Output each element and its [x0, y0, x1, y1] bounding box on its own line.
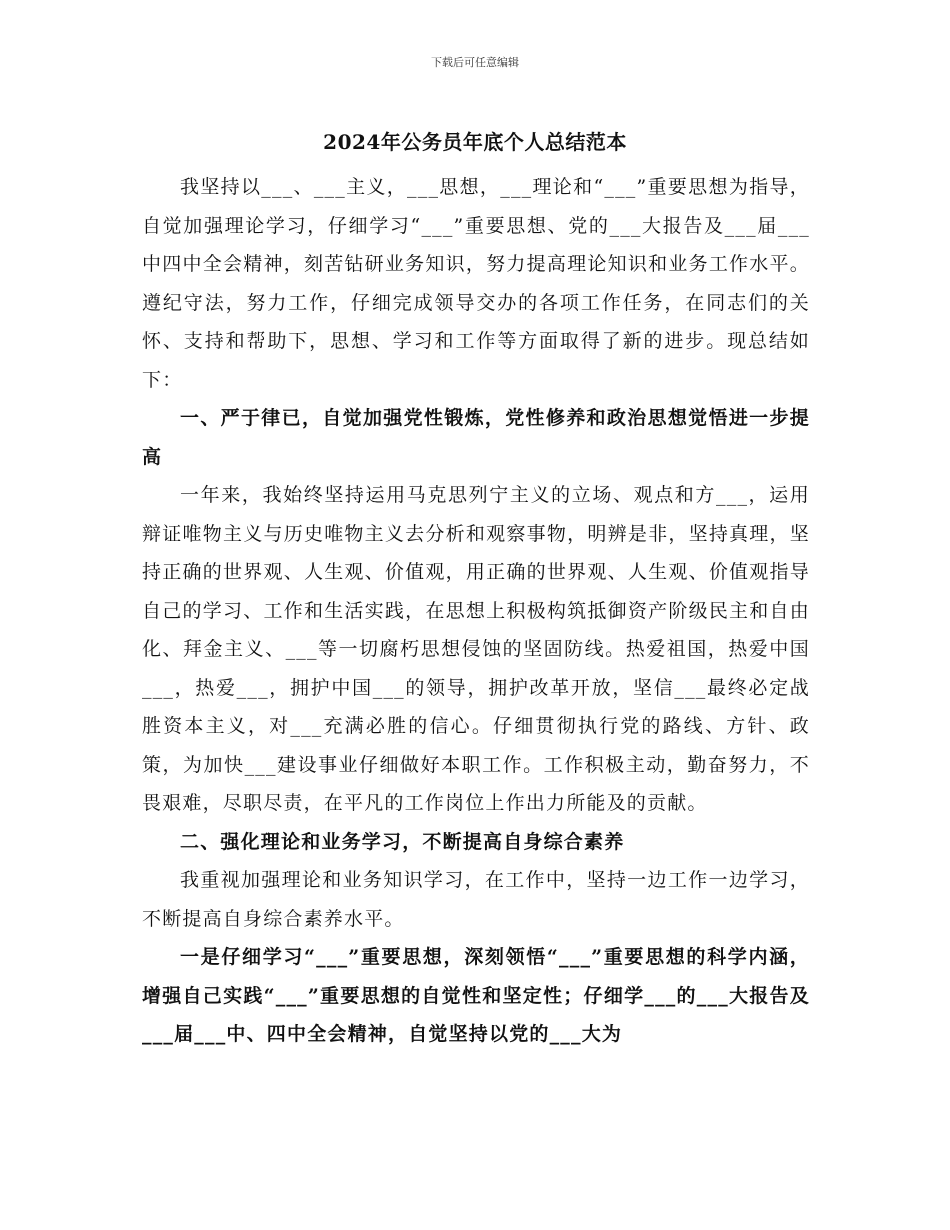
- header-note: 下载后可任意编辑: [431, 56, 519, 69]
- section-1-paragraph: 一年来，我始终坚持运用马克思列宁主义的立场、观点和方___，运用辩证唯物主义与历史唯物主义去分析和观察事物，明辨是非，坚持真理，坚持正确的世界观、人生观、价值观，用正确的世界观、人生观、价值观指导自己的学习、工作和生活实践，在思想上积极构筑抵御资产阶级民主和自由化、拜金主义、___等一切腐朽思想侵蚀的坚固防线。热爱祖国，热爱中国___，热爱___，拥护中国___的领导，拥护改革开放，坚信___最终必定战胜资本主义，对___充满必胜的信心。仔细贯彻执行党的路线、方针、政策，为加快___建设事业仔细做好本职工作。工作积极主动，勤奋努力，不畏艰难，尽职尽责，在平凡的工作岗位上作出力所能及的贡献。: [142, 484, 810, 814]
- section-heading-1: 一、严于律已，自觉加强党性锻炼，党性修养和政治思想觉悟进一步提高: [142, 407, 810, 468]
- section-2-point-1: 一是仔细学习“___”重要思想，深刻领悟“___”重要思想的科学内涵，增强自己实践“___”重要思想的自觉性和坚定性；仔细学___的___大报告及___届___中、四中全会精神，自觉坚持以党的___大为: [142, 946, 810, 1045]
- document-title: 2024年公务员年底个人总结范本: [323, 130, 627, 154]
- section-heading-2: 二、强化理论和业务学习，不断提高自身综合素养: [180, 830, 625, 853]
- section-2-paragraph: 我重视加强理论和业务知识学习，在工作中，坚持一边工作一边学习，不断提高自身综合素养水平。: [142, 869, 810, 930]
- document-body: [142, 168, 810, 1054]
- intro-paragraph: 我坚持以___、___主义，___思想，___理论和“___”重要思想为指导，自觉加强理论学习，仔细学习“___”重要思想、党的___大报告及___届___中四中全会精神，刻苦钻研业务知识，努力提高理论知识和业务工作水平。遵纪守法，努力工作，仔细完成领导交办的各项工作任务，在同志们的关怀、支持和帮助下，思想、学习和工作等方面取得了新的进步。现总结如下：: [142, 176, 810, 391]
